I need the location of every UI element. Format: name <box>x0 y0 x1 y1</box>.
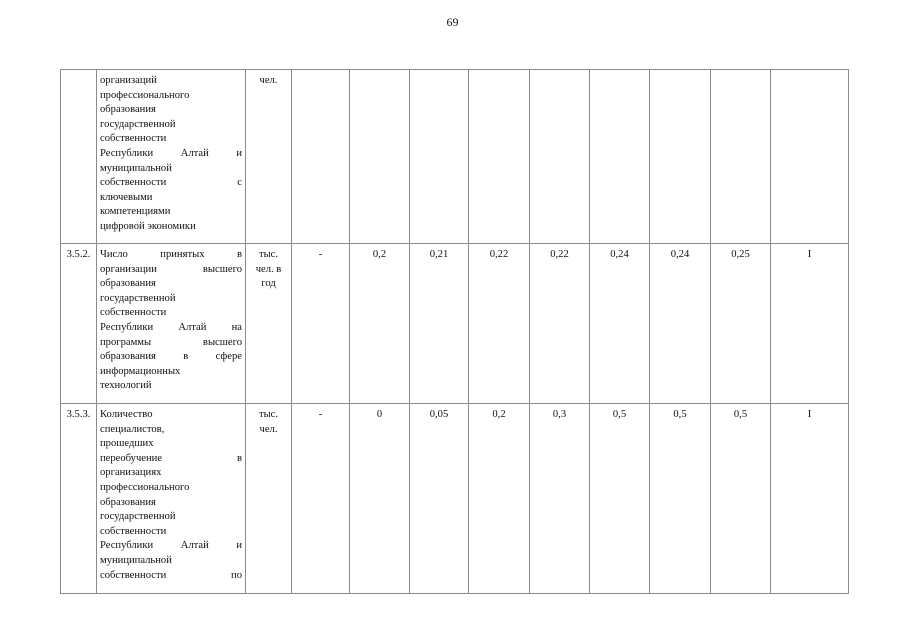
value-cell: 0,5 <box>711 404 771 594</box>
unit-cell: тыс. чел. в год <box>246 244 292 404</box>
value-cell: 0,5 <box>650 404 711 594</box>
unit-cell: чел. <box>246 70 292 244</box>
value-cell: - <box>292 244 350 404</box>
value-cell: I <box>771 404 849 594</box>
indicator-name-line: профессионального <box>100 481 190 493</box>
indicator-name-line: собственности с <box>100 177 242 189</box>
indicator-name-line: муниципальной <box>100 554 172 566</box>
row-number-cell <box>61 70 97 244</box>
indicator-name-line: переобучение в <box>100 452 242 464</box>
table-row <box>61 70 849 244</box>
value-cell: 0,22 <box>469 244 530 404</box>
indicator-name-line: программы высшего <box>100 336 242 348</box>
indicator-name-line: собственности <box>100 133 167 145</box>
indicator-name-line: государственной <box>100 511 176 523</box>
indicator-name-line: собственности по <box>100 569 242 581</box>
value-cell <box>590 70 650 244</box>
indicator-name-line: Число принятых в <box>100 249 242 260</box>
indicator-name-line: цифровой экономики <box>100 220 196 232</box>
indicator-name-line: образования в сфере <box>100 351 242 363</box>
indicator-name-line: организациях <box>100 467 162 479</box>
value-cell <box>292 70 350 244</box>
indicator-name-line: информационных <box>100 365 181 377</box>
value-cell: 0,3 <box>530 404 590 594</box>
indicator-name-line: компетенциями <box>100 206 171 218</box>
indicator-name-cell <box>97 404 246 594</box>
indicator-name-line: организации высшего <box>100 263 242 275</box>
value-cell <box>650 70 711 244</box>
value-cell: I <box>771 244 849 404</box>
value-cell: 0,22 <box>530 244 590 404</box>
indicator-name-line: образования <box>100 104 156 116</box>
value-cell: - <box>292 404 350 594</box>
value-cell: 0,05 <box>410 404 469 594</box>
indicator-name-line: Республики Алтай на <box>100 321 242 333</box>
value-cell <box>771 70 849 244</box>
indicator-name-line: технологий <box>100 380 152 392</box>
indicator-name-cell <box>97 244 246 404</box>
indicator-name-line: Количество <box>100 409 153 420</box>
indicator-name-cell <box>97 70 246 244</box>
indicators-table <box>60 69 849 594</box>
page-number: 69 <box>446 15 459 29</box>
value-cell: 0,24 <box>590 244 650 404</box>
indicator-name-line: Республики Алтай и <box>100 147 242 159</box>
indicator-name-line: собственности <box>100 307 167 319</box>
value-cell: 0,21 <box>410 244 469 404</box>
indicator-name-line: ключевыми <box>100 191 153 203</box>
row-number-cell: 3.5.2. <box>61 244 97 404</box>
value-cell <box>410 70 469 244</box>
indicator-name-line: Республики Алтай и <box>100 540 242 552</box>
indicator-name-line: собственности <box>100 525 167 537</box>
value-cell <box>530 70 590 244</box>
indicator-name-line: государственной <box>100 292 176 304</box>
indicator-name-line: организаций <box>100 75 157 86</box>
value-cell <box>711 70 771 244</box>
indicator-name-line: прошедших <box>100 438 154 450</box>
value-cell: 0,2 <box>469 404 530 594</box>
value-cell: 0 <box>350 404 410 594</box>
indicator-name-line: профессионального <box>100 89 190 101</box>
unit-cell: тыс. чел. <box>246 404 292 594</box>
row-number-cell: 3.5.3. <box>61 404 97 594</box>
value-cell: 0,2 <box>350 244 410 404</box>
value-cell: 0,5 <box>590 404 650 594</box>
table-row <box>61 244 849 404</box>
indicator-name-line: государственной <box>100 118 176 130</box>
value-cell <box>469 70 530 244</box>
indicator-name-line: специалистов, <box>100 423 165 435</box>
indicator-name-line: образования <box>100 496 156 508</box>
indicator-name-line: образования <box>100 278 156 290</box>
value-cell <box>350 70 410 244</box>
table-row <box>61 404 849 594</box>
indicator-name-line: муниципальной <box>100 162 172 174</box>
value-cell: 0,25 <box>711 244 771 404</box>
value-cell: 0,24 <box>650 244 711 404</box>
